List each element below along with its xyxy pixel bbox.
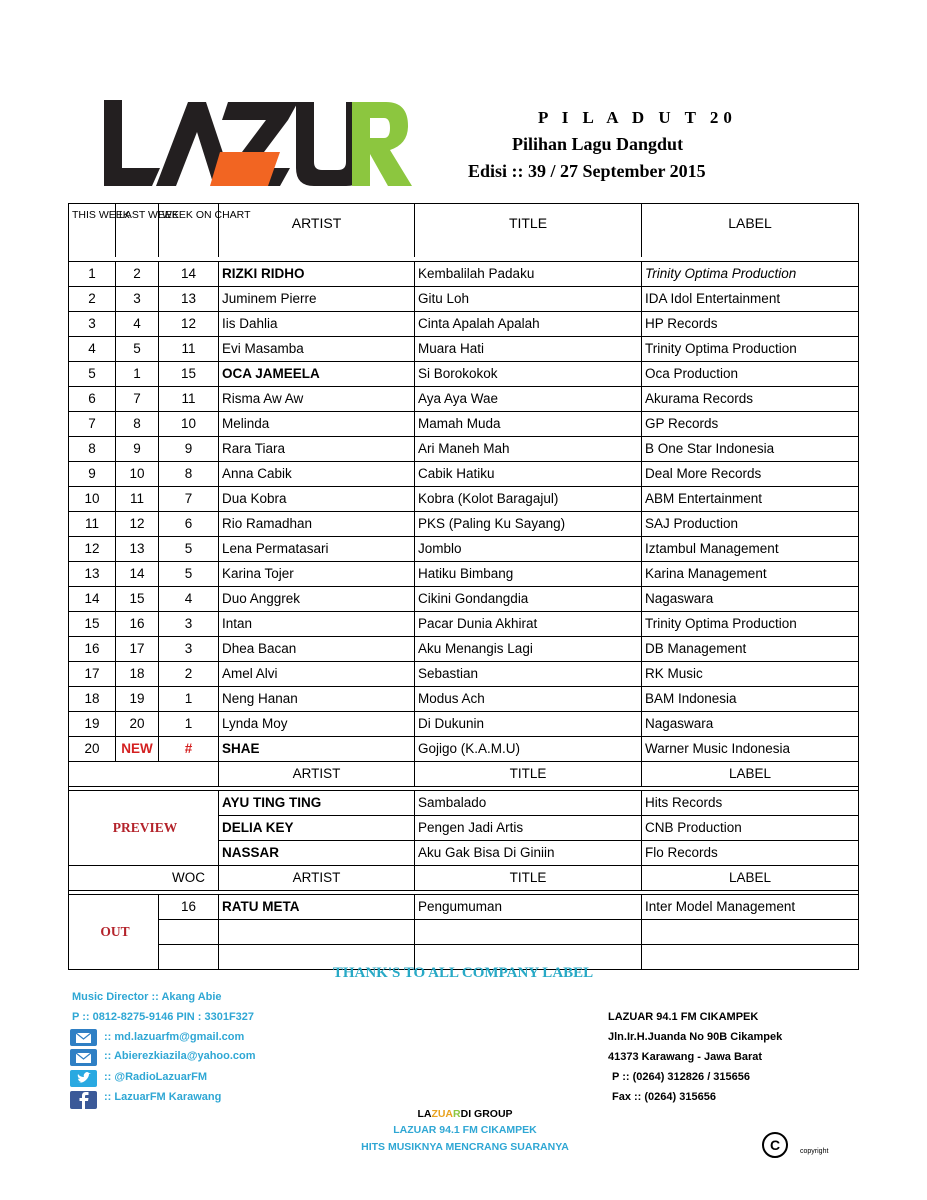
weeks-on-chart-cell: 10 xyxy=(159,412,219,437)
this-week-cell: 20 xyxy=(69,737,116,762)
table-row xyxy=(69,512,859,537)
artist-cell: Juminem Pierre xyxy=(219,287,415,312)
out-col-title: TITLE xyxy=(415,866,642,891)
table-row xyxy=(69,612,859,637)
out-header-row xyxy=(69,866,859,891)
artist-cell: Evi Masamba xyxy=(219,337,415,362)
title-cell: Gitu Loh xyxy=(415,287,642,312)
label-cell: RK Music xyxy=(642,662,859,687)
title-cell: Muara Hati xyxy=(415,337,642,362)
station-phone: P :: (0264) 312826 / 315656 xyxy=(612,1071,751,1083)
out-col-artist: ARTIST xyxy=(219,866,415,891)
weeks-on-chart-cell: 5 xyxy=(159,562,219,587)
table-row xyxy=(69,487,859,512)
artist-cell: SHAE xyxy=(219,737,415,762)
chart-subtitle: Pilihan Lagu Dangdut xyxy=(512,134,684,154)
chart-name: P I L A D U T 20 xyxy=(538,108,737,127)
weeks-on-chart-cell: 5 xyxy=(159,537,219,562)
this-week-cell: 3 xyxy=(69,312,116,337)
preview-label-cell: CNB Production xyxy=(642,816,859,841)
last-week-cell: 11 xyxy=(116,487,159,512)
label-cell: Trinity Optima Production xyxy=(642,337,859,362)
this-week-cell: 10 xyxy=(69,487,116,512)
artist-cell: Neng Hanan xyxy=(219,687,415,712)
label-cell: Oca Production xyxy=(642,362,859,387)
preview-label-cell: Flo Records xyxy=(642,841,859,866)
station-fax: Fax :: (0264) 315656 xyxy=(612,1091,716,1103)
station-address-1: Jln.Ir.H.Juanda No 90B Cikampek xyxy=(608,1031,783,1043)
this-week-cell: 19 xyxy=(69,712,116,737)
table-row xyxy=(69,312,859,337)
label-cell: Nagaswara xyxy=(642,712,859,737)
chart-table xyxy=(68,203,859,970)
this-week-cell: 6 xyxy=(69,387,116,412)
email-icon xyxy=(70,1049,97,1066)
title-cell: Jomblo xyxy=(415,537,642,562)
facebook-page[interactable]: :: LazuarFM Karawang xyxy=(104,1091,222,1103)
preview-title-cell: Pengen Jadi Artis xyxy=(415,816,642,841)
col-label: LABEL xyxy=(642,204,859,258)
this-week-cell: 12 xyxy=(69,537,116,562)
last-week-cell: 7 xyxy=(116,387,159,412)
this-week-cell: 8 xyxy=(69,437,116,462)
last-week-cell: 5 xyxy=(116,337,159,362)
artist-cell: Anna Cabik xyxy=(219,462,415,487)
this-week-cell: 13 xyxy=(69,562,116,587)
weeks-on-chart-cell: 13 xyxy=(159,287,219,312)
label-cell: Trinity Optima Production xyxy=(642,262,859,287)
title-cell: Si Borokokok xyxy=(415,362,642,387)
out-row xyxy=(69,920,859,945)
last-week-cell: NEW xyxy=(116,737,159,762)
last-week-cell: 18 xyxy=(116,662,159,687)
preview-artist-cell: AYU TING TING xyxy=(219,791,415,816)
label-cell: B One Star Indonesia xyxy=(642,437,859,462)
center-station: LAZUAR 94.1 FM CIKAMPEK xyxy=(393,1124,537,1136)
artist-cell: Melinda xyxy=(219,412,415,437)
this-week-cell: 17 xyxy=(69,662,116,687)
table-row xyxy=(69,287,859,312)
music-director: Music Director :: Akang Abie xyxy=(72,991,222,1003)
label-cell: DB Management xyxy=(642,637,859,662)
title-cell: Ari Maneh Mah xyxy=(415,437,642,462)
preview-artist-cell: DELIA KEY xyxy=(219,816,415,841)
col-artist: ARTIST xyxy=(219,204,415,258)
label-cell: Akurama Records xyxy=(642,387,859,412)
last-week-cell: 15 xyxy=(116,587,159,612)
station-name: LAZUAR 94.1 FM CIKAMPEK xyxy=(608,1011,759,1023)
weeks-on-chart-cell: 15 xyxy=(159,362,219,387)
preview-col-label: LABEL xyxy=(642,762,859,787)
station-address-2: 41373 Karawang - Jawa Barat xyxy=(608,1051,763,1063)
this-week-cell: 16 xyxy=(69,637,116,662)
last-week-cell: 19 xyxy=(116,687,159,712)
last-week-cell: 20 xyxy=(116,712,159,737)
this-week-cell: 5 xyxy=(69,362,116,387)
table-row xyxy=(69,437,859,462)
artist-cell: Karina Tojer xyxy=(219,562,415,587)
title-cell: Aya Aya Wae xyxy=(415,387,642,412)
this-week-cell: 1 xyxy=(69,262,116,287)
table-row xyxy=(69,587,859,612)
out-title-cell: Pengumuman xyxy=(415,895,642,920)
twitter-icon xyxy=(70,1070,97,1087)
weeks-on-chart-cell: 1 xyxy=(159,687,219,712)
title-cell: Pacar Dunia Akhirat xyxy=(415,612,642,637)
artist-cell: Dhea Bacan xyxy=(219,637,415,662)
title-cell: Kembalilah Padaku xyxy=(415,262,642,287)
title-cell: Sebastian xyxy=(415,662,642,687)
label-cell: IDA Idol Entertainment xyxy=(642,287,859,312)
copyright-text: copyright xyxy=(800,1148,829,1155)
email-icon xyxy=(70,1029,97,1046)
preview-header-blank xyxy=(69,762,219,787)
weeks-on-chart-cell: 9 xyxy=(159,437,219,462)
artist-cell: Dua Kobra xyxy=(219,487,415,512)
weeks-on-chart-cell: 1 xyxy=(159,712,219,737)
weeks-on-chart-cell: 12 xyxy=(159,312,219,337)
table-row xyxy=(69,637,859,662)
title-cell: Aku Menangis Lagi xyxy=(415,637,642,662)
label-cell: Trinity Optima Production xyxy=(642,612,859,637)
thanks-line: THANK'S TO ALL COMPANY LABEL xyxy=(332,965,594,981)
artist-cell: Lynda Moy xyxy=(219,712,415,737)
table-row xyxy=(69,412,859,437)
last-week-cell: 4 xyxy=(116,312,159,337)
copyright-icon: C xyxy=(762,1132,788,1158)
last-week-cell: 9 xyxy=(116,437,159,462)
col-title: TITLE xyxy=(415,204,642,258)
label-cell: Warner Music Indonesia xyxy=(642,737,859,762)
director-phone: P :: 0812-8275-9146 PIN : 3301F327 xyxy=(72,1011,255,1023)
last-week-cell: 17 xyxy=(116,637,159,662)
last-week-cell: 12 xyxy=(116,512,159,537)
weeks-on-chart-cell: 3 xyxy=(159,612,219,637)
label-cell: Deal More Records xyxy=(642,462,859,487)
table-row xyxy=(69,362,859,387)
chart-edition: Edisi :: 39 / 27 September 2015 xyxy=(468,161,706,181)
this-week-cell: 18 xyxy=(69,687,116,712)
title-cell: Di Dukunin xyxy=(415,712,642,737)
last-week-cell: 2 xyxy=(116,262,159,287)
preview-title-cell: Aku Gak Bisa Di Giniin xyxy=(415,841,642,866)
last-week-cell: 13 xyxy=(116,537,159,562)
table-row xyxy=(69,662,859,687)
preview-heading: PREVIEW xyxy=(69,791,219,866)
table-row xyxy=(69,537,859,562)
title-cell: Modus Ach xyxy=(415,687,642,712)
title-cell: Cabik Hatiku xyxy=(415,462,642,487)
label-cell: Karina Management xyxy=(642,562,859,587)
out-artist-cell: RATU META xyxy=(219,895,415,920)
title-cell: Mamah Muda xyxy=(415,412,642,437)
email-md[interactable]: :: md.lazuarfm@gmail.com xyxy=(104,1031,245,1043)
header-row xyxy=(69,204,859,258)
out-woc-cell: 16 xyxy=(159,895,219,920)
label-cell: BAM Indonesia xyxy=(642,687,859,712)
artist-cell: Amel Alvi xyxy=(219,662,415,687)
table-row xyxy=(69,387,859,412)
this-week-cell: 7 xyxy=(69,412,116,437)
out-col-woc: WOC xyxy=(69,866,219,891)
label-cell: SAJ Production xyxy=(642,512,859,537)
station-slogan: HITS MUSIKNYA MENCRANG SUARANYA xyxy=(361,1141,569,1153)
weeks-on-chart-cell: # xyxy=(159,737,219,762)
label-cell: Iztambul Management xyxy=(642,537,859,562)
out-label-cell xyxy=(642,920,859,945)
preview-col-title: TITLE xyxy=(415,762,642,787)
last-week-cell: 14 xyxy=(116,562,159,587)
weeks-on-chart-cell: 11 xyxy=(159,337,219,362)
weeks-on-chart-cell: 11 xyxy=(159,387,219,412)
email-personal[interactable]: :: Abierezkiazila@yahoo.com xyxy=(104,1050,256,1062)
preview-header-row xyxy=(69,762,859,787)
title-cell: Cikini Gondangdia xyxy=(415,587,642,612)
group-name: LAZUARDI GROUP xyxy=(417,1108,513,1120)
out-title-cell xyxy=(415,920,642,945)
weeks-on-chart-cell: 3 xyxy=(159,637,219,662)
col-last-week: LAST WEEK xyxy=(116,204,159,258)
weeks-on-chart-cell: 4 xyxy=(159,587,219,612)
last-week-cell: 1 xyxy=(116,362,159,387)
label-cell: HP Records xyxy=(642,312,859,337)
preview-label-cell: Hits Records xyxy=(642,791,859,816)
weeks-on-chart-cell: 2 xyxy=(159,662,219,687)
twitter-handle[interactable]: :: @RadioLazuarFM xyxy=(104,1071,208,1083)
artist-cell: Rara Tiara xyxy=(219,437,415,462)
lazuar-logo xyxy=(100,92,412,192)
facebook-icon xyxy=(70,1091,97,1109)
last-week-cell: 3 xyxy=(116,287,159,312)
preview-title-cell: Sambalado xyxy=(415,791,642,816)
col-this-week: THIS WEEK xyxy=(69,204,116,258)
weeks-on-chart-cell: 8 xyxy=(159,462,219,487)
label-cell: ABM Entertainment xyxy=(642,487,859,512)
last-week-cell: 10 xyxy=(116,462,159,487)
table-row xyxy=(69,712,859,737)
this-week-cell: 9 xyxy=(69,462,116,487)
title-cell: Cinta Apalah Apalah xyxy=(415,312,642,337)
artist-cell: Intan xyxy=(219,612,415,637)
table-row xyxy=(69,737,859,762)
out-heading: OUT xyxy=(69,895,159,970)
out-artist-cell xyxy=(219,920,415,945)
this-week-cell: 14 xyxy=(69,587,116,612)
preview-row xyxy=(69,791,859,816)
table-row xyxy=(69,262,859,287)
this-week-cell: 4 xyxy=(69,337,116,362)
table-row xyxy=(69,462,859,487)
out-woc-cell xyxy=(159,920,219,945)
weeks-on-chart-cell: 6 xyxy=(159,512,219,537)
preview-artist-cell: NASSAR xyxy=(219,841,415,866)
this-week-cell: 11 xyxy=(69,512,116,537)
out-col-label: LABEL xyxy=(642,866,859,891)
artist-cell: Lena Permatasari xyxy=(219,537,415,562)
artist-cell: Rio Ramadhan xyxy=(219,512,415,537)
this-week-cell: 15 xyxy=(69,612,116,637)
last-week-cell: 16 xyxy=(116,612,159,637)
col-week-on-chart: WEEK ON CHART xyxy=(159,204,219,258)
label-cell: Nagaswara xyxy=(642,587,859,612)
artist-cell: Duo Anggrek xyxy=(219,587,415,612)
preview-col-artist: ARTIST xyxy=(219,762,415,787)
title-cell: Gojigo (K.A.M.U) xyxy=(415,737,642,762)
label-cell: GP Records xyxy=(642,412,859,437)
artist-cell: RIZKI RIDHO xyxy=(219,262,415,287)
title-cell: PKS (Paling Ku Sayang) xyxy=(415,512,642,537)
weeks-on-chart-cell: 7 xyxy=(159,487,219,512)
artist-cell: Risma Aw Aw xyxy=(219,387,415,412)
last-week-cell: 8 xyxy=(116,412,159,437)
out-label-cell: Inter Model Management xyxy=(642,895,859,920)
table-row xyxy=(69,687,859,712)
artist-cell: Iis Dahlia xyxy=(219,312,415,337)
title-cell: Hatiku Bimbang xyxy=(415,562,642,587)
out-row xyxy=(69,895,859,920)
artist-cell: OCA JAMEELA xyxy=(219,362,415,387)
table-row xyxy=(69,337,859,362)
this-week-cell: 2 xyxy=(69,287,116,312)
table-row xyxy=(69,562,859,587)
weeks-on-chart-cell: 14 xyxy=(159,262,219,287)
title-cell: Kobra (Kolot Baragajul) xyxy=(415,487,642,512)
